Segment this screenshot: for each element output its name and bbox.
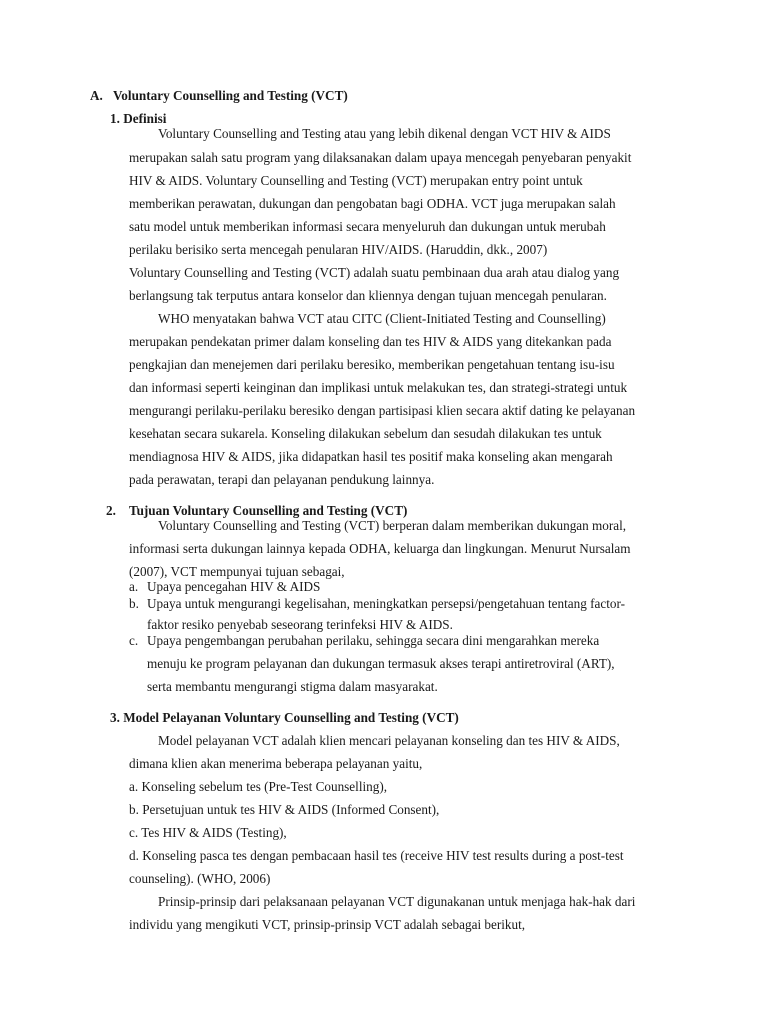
- paragraph-line: Model pelayanan VCT adalah klien mencari pelayanan konseling dan tes HIV & AIDS,: [158, 733, 620, 748]
- paragraph-line: informasi serta dukungan lainnya kepada ODHA, keluarga dan lingkungan. Menurut Nursalam: [129, 541, 631, 556]
- paragraph-line: perilaku berisiko serta mencegah penularan HIV/AIDS. (Haruddin, dkk., 2007): [129, 242, 548, 257]
- paragraph-line: dimana klien akan menerima beberapa pelayanan yaitu,: [129, 756, 423, 771]
- list-item: Upaya pencegahan HIV & AIDS: [147, 579, 321, 594]
- list-marker: a.: [129, 579, 139, 594]
- paragraph-line: Voluntary Counselling and Testing atau yang lebih dikenal dengan VCT HIV & AIDS: [158, 126, 611, 141]
- paragraph-line: pengkajian dan menejemen dari perilaku beresiko, memberikan pengetahuan tentang isu-isu: [129, 357, 615, 372]
- list-item: Upaya untuk mengurangi kegelisahan, meningkatkan persepsi/pengetahuan tentang factor-: [147, 596, 625, 611]
- paragraph-line: HIV & AIDS. Voluntary Counselling and Testing (VCT) merupakan entry point untuk: [129, 173, 583, 188]
- paragraph-line: Prinsip-prinsip dari pelaksanaan pelayanan VCT digunakanan untuk menjaga hak-hak dari: [158, 894, 636, 909]
- list-marker: b.: [129, 596, 139, 611]
- paragraph-line: Voluntary Counselling and Testing (VCT) adalah suatu pembinaan dua arah atau dialog yang: [129, 265, 620, 280]
- section-a-title: Voluntary Counselling and Testing (VCT): [113, 88, 348, 103]
- paragraph-line: mengurangi perilaku-perilaku beresiko dengan partisipasi klien secara aktif dating ke pelayanan: [129, 403, 636, 418]
- paragraph-line: dan informasi seperti keinginan dan implikasi untuk melakukan tes, dan strategi-strategi untuk: [129, 380, 628, 395]
- paragraph-line: merupakan salah satu program yang dilaksanakan dalam upaya mencegah penyebaran penyakit: [129, 150, 632, 165]
- paragraph-line: pada perawatan, terapi dan pelayanan pendukung lainnya.: [129, 472, 435, 487]
- list-item: menuju ke program pelayanan dan dukungan termasuk akses terapi antiretroviral (ART),: [147, 656, 615, 671]
- list-item: serta membantu mengurangi stigma dalam masyarakat.: [147, 679, 438, 694]
- subsection-1-title: 1. Definisi: [110, 111, 167, 126]
- paragraph-line: berlangsung tak terputus antara konselor dan kliennya dengan tujuan mencegah penularan.: [129, 288, 607, 303]
- subsection-3-title: 3. Model Pelayanan Voluntary Counselling and Testing (VCT): [110, 710, 459, 725]
- paragraph-line: mendiagnosa HIV & AIDS, jika didapatkan hasil tes positif maka konseling akan mengarah: [129, 449, 613, 464]
- list-marker: c.: [129, 633, 139, 648]
- paragraph-line: Voluntary Counselling and Testing (VCT) berperan dalam memberikan dukungan moral,: [158, 518, 627, 533]
- subsection-2-number: 2.: [106, 503, 116, 518]
- paragraph-line: WHO menyatakan bahwa VCT atau CITC (Client-Initiated Testing and Counselling): [158, 311, 606, 326]
- paragraph-line: (2007), VCT mempunyai tujuan sebagai,: [129, 564, 345, 579]
- paragraph-line: counseling). (WHO, 2006): [129, 871, 271, 886]
- paragraph-line: b. Persetujuan untuk tes HIV & AIDS (Informed Consent),: [129, 802, 440, 817]
- list-item: faktor resiko penyebab seseorang terinfeksi HIV & AIDS.: [147, 617, 453, 632]
- paragraph-line: d. Konseling pasca tes dengan pembacaan hasil tes (receive HIV test results during a post-test: [129, 848, 624, 863]
- list-item: Upaya pengembangan perubahan perilaku, sehingga secara dini mengarahkan mereka: [147, 633, 600, 648]
- section-a-letter: A.: [90, 88, 103, 103]
- paragraph-line: c. Tes HIV & AIDS (Testing),: [129, 825, 287, 840]
- paragraph-line: individu yang mengikuti VCT, prinsip-prinsip VCT adalah sebagai berikut,: [129, 917, 526, 932]
- paragraph-line: memberikan perawatan, dukungan dan pengobatan bagi ODHA. VCT juga merupakan salah: [129, 196, 616, 211]
- paragraph-line: satu model untuk memberikan informasi secara menyeluruh dan dukungan untuk merubah: [129, 219, 606, 234]
- paragraph-line: a. Konseling sebelum tes (Pre-Test Counselling),: [129, 779, 388, 794]
- paragraph-line: merupakan pendekatan primer dalam konseling dan tes HIV & AIDS yang ditekankan pada: [129, 334, 612, 349]
- paragraph-line: kesehatan secara sukarela. Konseling dilakukan sebelum dan sesudah dilakukan tes untuk: [129, 426, 602, 441]
- subsection-2-title: Tujuan Voluntary Counselling and Testing (VCT): [129, 503, 408, 518]
